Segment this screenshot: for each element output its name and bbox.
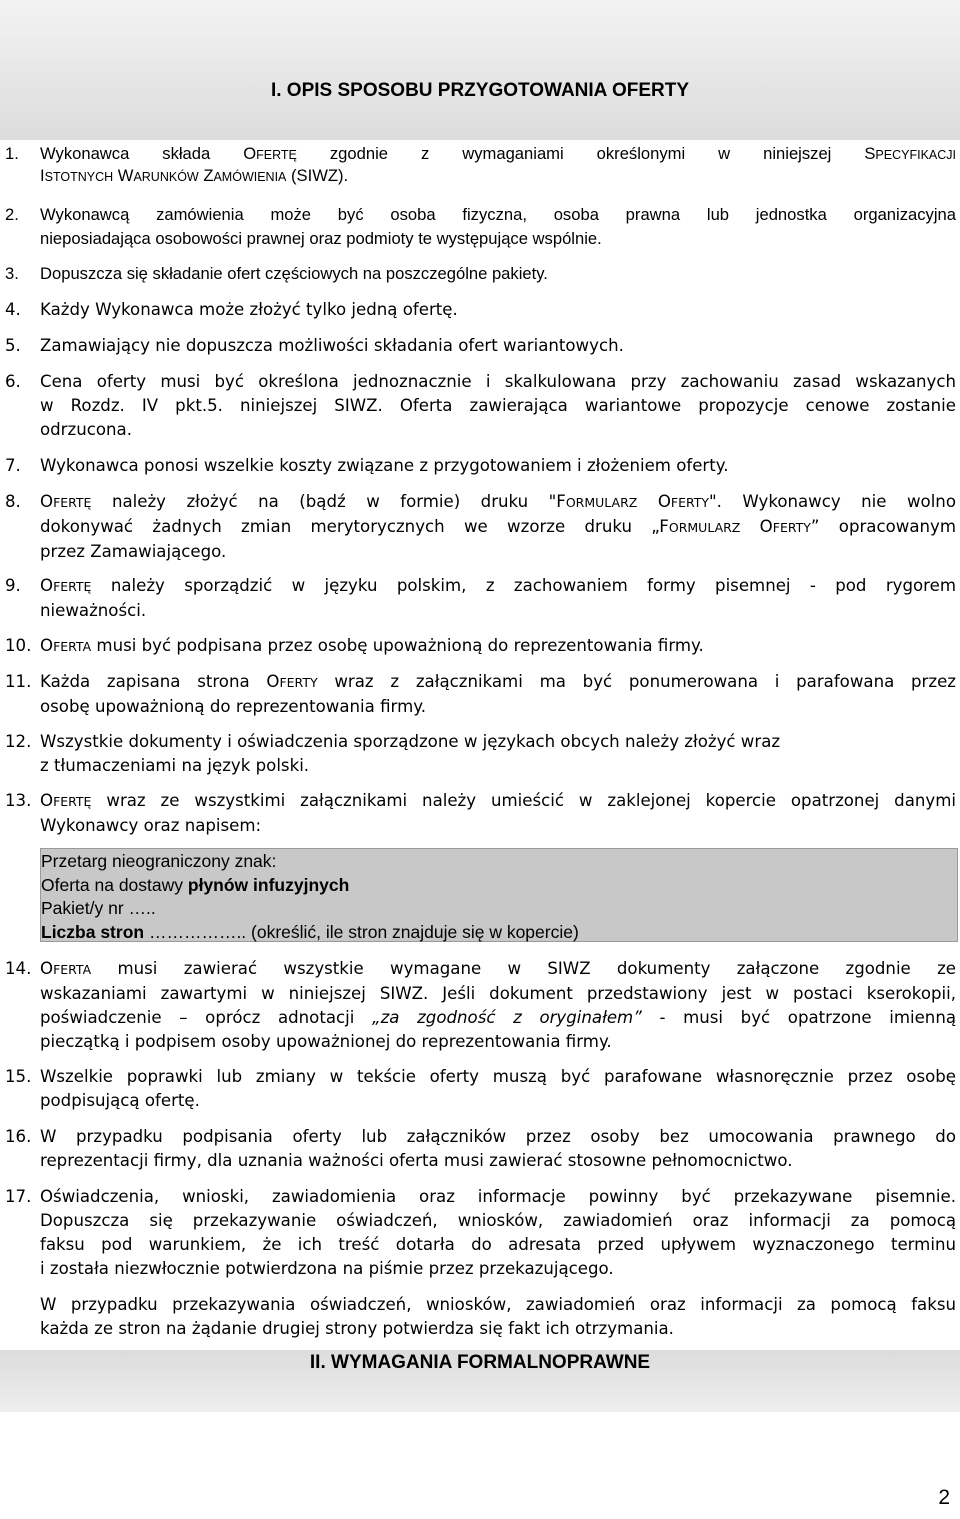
list-item-10: 10. OFERTA musi być podpisana przez osobę upoważnioną do reprezentowania firmy. [5, 636, 704, 655]
header-band [0, 0, 960, 140]
list-item-9: 9. OFERTĘ należy sporządzić w języku polskim, z zachowaniem formy pisemnej - pod rygorem nieważności. [5, 576, 956, 620]
list-item-11: 11. Każda zapisana strona OFERTY wraz z załącznikami ma być ponumerowana i parafowana przez osobę upoważnioną do reprezentowania firmy. [5, 672, 956, 716]
section-1-title: I. OPIS SPOSOBU PRZYGOTOWANIA OFERTY [270, 80, 690, 101]
list-item-13: 13. OFERTĘ wraz ze wszystkimi załącznikami należy umieścić w zaklejonej kopercie opatrzonej danymi Wykonawcy oraz napisem: [5, 791, 956, 835]
list-item-3: 3. Dopuszcza się składanie ofert częściowych na poszczególne pakiety. [5, 264, 548, 283]
envelope-label-box: Przetarg nieograniczony znak: Oferta na dostawy płynów infuzyjnych Pakiet/y nr ….. Liczba stron …………….. (określić, ile stron znajduje się w kopercie) [40, 848, 958, 942]
list-item-14: 14. OFERTA musi zawierać wszystkie wymagane w SIWZ dokumenty załączone zgodnie ze wskazaniami zawartymi w niniejszej SIWZ. Jeśli dokument przedstawiony jest w postaci kserokopii, poświadczenie – oprócz adnotacji „za zgodność z oryginałem” - musi być opatrzone imienną pieczątką i podpisem osoby upoważnionej do reprezentowania firmy. [5, 959, 957, 1051]
list-item-6: 6. Cena oferty musi być określona jednoznacznie i skalkulowana przy zachowaniu zasad wskazanych w Rozdz. IV pkt.5. niniejszej SIWZ. Oferta zawierająca wariantowe propozycje cenowe zostanie odrzucona. [5, 372, 956, 439]
list-item-7: 7. Wykonawca ponosi wszelkie koszty związane z przygotowaniem i złożeniem oferty. [5, 456, 729, 475]
list-item-17: 17. Oświadczenia, wnioski, zawiadomienia oraz informacje powinny być przekazywane pisemnie. Dopuszcza się przekazywanie oświadczeń, wniosków, zawiadomień oraz informacji za pomocą faksu pod warunkiem, że ich treść dotarła do adresata przed upływem wyznaczonego terminu i została niezwłocznie potwierdzona na piśmie przez przekazującego. [5, 1187, 956, 1278]
list-item-12: 12. Wszystkie dokumenty i oświadczenia sporządzone w językach obcych należy złożyć wraz z tłumaczeniami na język polski. [5, 732, 781, 775]
list-item-1: 1. Wykonawca składa OFERTĘ zgodnie z wymaganiami określonymi w niniejszej SPECYFIKACJI ISTOTNYCH WARUNKÓW ZAMÓWIENIA (SIWZ). [5, 144, 956, 185]
list-item-2: 2. Wykonawcą zamówienia może być osoba fizyczna, osoba prawna lub jednostka organizacyjna nieposiadająca osobowości prawnej oraz podmioty te występujące wspólnie. [5, 205, 956, 248]
list-item-5: 5. Zamawiający nie dopuszcza możliwości składania ofert wariantowych. [5, 336, 624, 355]
list-item-15: 15. Wszelkie poprawki lub zmiany w tekście oferty muszą być parafowane własnoręcznie przez osobę podpisującą ofertę. [5, 1067, 956, 1110]
paragraph-17b: W przypadku przekazywania oświadczeń, wniosków, zawiadomień oraz informacji za pomocą faksu każda ze stron na żądanie drugiej strony potwierdza się fakt ich otrzymania. [40, 1295, 956, 1338]
item-number: 1. [5, 144, 19, 163]
page-number: 2 [938, 1486, 950, 1509]
list-item-8: 8. OFERTĘ należy złożyć na (bądź w formie) druku "FORMULARZ OFERTY". Wykonawcy nie wolno dokonywać żadnych zmian merytorycznych we wzorze druku „FORMULARZ OFERTY” opracowanym przez Zamawiającego. [5, 492, 956, 561]
list-item-4: 4. Każdy Wykonawca może złożyć tylko jedną ofertę. [5, 300, 458, 319]
list-item-16: 16. W przypadku podpisania oferty lub załączników przez osoby bez umocowania prawnego do reprezentacji firmy, dla uznania ważności oferta musi zawierać stosowne pełnomocnictwo. [5, 1127, 956, 1170]
section-2-title: II. WYMAGANIA FORMALNOPRAWNE [309, 1352, 651, 1373]
